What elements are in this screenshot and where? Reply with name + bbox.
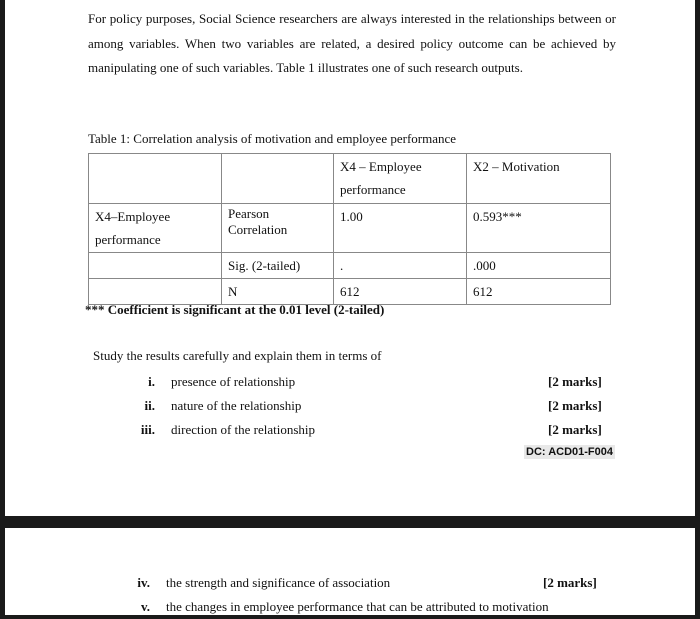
header-cell [222, 154, 334, 204]
table-row [89, 279, 611, 305]
item-marks: [2 marks] [548, 374, 602, 389]
list-item [0, 575, 700, 595]
table-caption: Table 1: Correlation analysis of motivation and employee performance [88, 131, 457, 146]
cell: 1.00 [334, 204, 467, 253]
list-item [5, 374, 700, 394]
header-cell [89, 154, 222, 204]
item-number: ii. [144, 398, 155, 413]
cell [89, 279, 222, 305]
table-row [89, 204, 611, 253]
question-prompt: Study the results carefully and explain them in terms of [93, 348, 382, 363]
table-header-row [89, 154, 611, 204]
header-cell: X2 – Motivation [467, 154, 611, 204]
header-cell: X4 – Employee performance [334, 154, 467, 204]
table-row [89, 253, 611, 279]
item-marks: [2 marks] [548, 398, 602, 413]
item-text: presence of relationship [171, 374, 296, 389]
item-number: iv. [137, 575, 150, 590]
item-number: v. [140, 599, 150, 614]
cell: Sig. (2-tailed) [222, 253, 334, 279]
cell: 0.593*** [467, 204, 611, 253]
cell: . [334, 253, 467, 279]
table-note: *** Coefficient is significant at the 0.01 level (2-tailed) [85, 302, 385, 317]
cell: Pearson Correlation [222, 204, 334, 253]
cell: X4–Employee performance [89, 204, 222, 253]
item-text: the strength and significance of association [166, 575, 391, 590]
item-text: the changes in employee performance that can be attributed to motivation [166, 599, 549, 614]
item-number: iii. [140, 422, 155, 437]
list-item [0, 599, 700, 619]
list-item [5, 398, 700, 418]
cell: N [222, 279, 334, 305]
document-page-2 [5, 528, 695, 615]
item-text: nature of the relationship [171, 398, 302, 413]
cell [89, 253, 222, 279]
item-number: i. [148, 374, 155, 389]
item-text: direction of the relationship [171, 422, 316, 437]
document-page-1 [5, 0, 695, 516]
cell: .000 [467, 253, 611, 279]
correlation-table [88, 153, 611, 305]
item-marks: [2 marks] [543, 575, 597, 590]
cell: 612 [467, 279, 611, 305]
document-code: DC: ACD01-F004 [526, 446, 614, 458]
list-item [5, 422, 700, 442]
cell: 612 [334, 279, 467, 305]
item-marks: [2 marks] [548, 422, 602, 437]
intro-paragraph: For policy purposes, Social Science researchers are always interested in the relationships between or among variables. When two variables are related, a desired policy outcome can be achieved by manipulating one of such variables. Table 1 illustrates one of such research outputs. [88, 11, 616, 75]
